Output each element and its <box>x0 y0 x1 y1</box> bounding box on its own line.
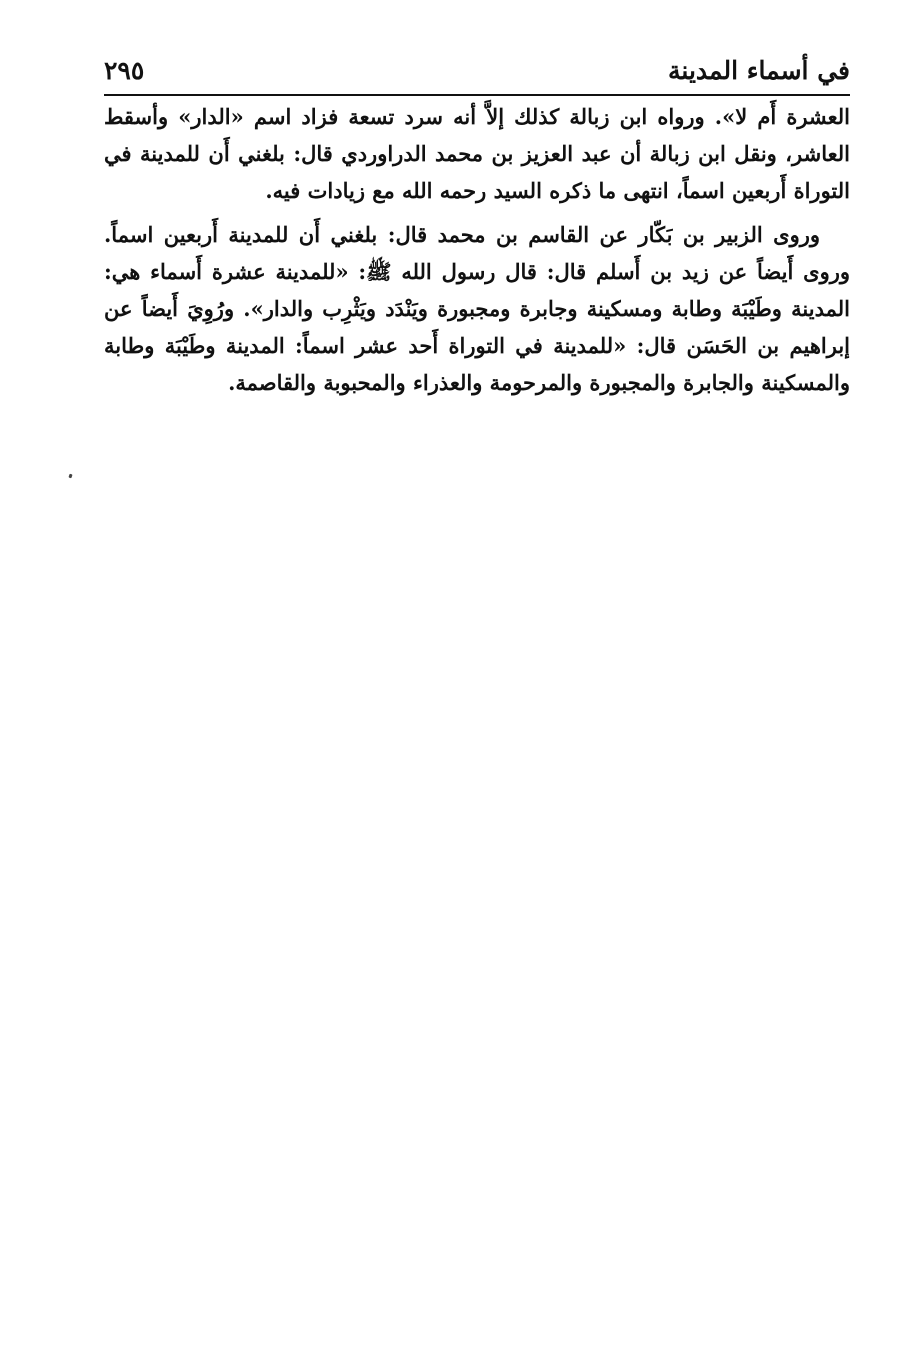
running-title: في أسماء المدينة <box>668 56 850 85</box>
body-text <box>104 98 850 401</box>
page-number: ٢٩٥ <box>104 56 145 85</box>
paragraph: العشرة أَم لا». ورواه ابن زبالة كذلك إلاَّ أنه سرد تسعة فزاد اسم «الدار» وأسقط العاشر، ونقل ابن زبالة أن عبد العزيز بن محمد الدراوردي قال: بلغني أَن للمدينة في التوراة أَربعين اسماً، انتهى ما ذكره السيد رحمه الله مع زيادات فيه. <box>104 104 850 203</box>
paragraph: وروى الزبير بن بَكّار عن القاسم بن محمد قال: بلغني أَن للمدينة أَربعين اسماً. وروى أَيضاً عن زيد بن أَسلم قال: قال رسول الله ﷺ: «للمدينة عشرة أَسماء هي: المدينة وطَيْبَة وطابة ومسكينة وجابرة ومجبورة ويَنْدَد ويَثْرِب والدار». ورُوِيَ أَيضاً عن إبراهيم بن الحَسَن قال: «للمدينة في التوراة أَحد عشر اسماً: المدينة وطَيْبَة وطابة والمسكينة والجابرة والمجبورة والمرحومة والعذراء والمحبوبة والقاصمة. <box>104 222 850 395</box>
page-header <box>104 50 850 96</box>
ink-speck <box>68 474 72 479</box>
